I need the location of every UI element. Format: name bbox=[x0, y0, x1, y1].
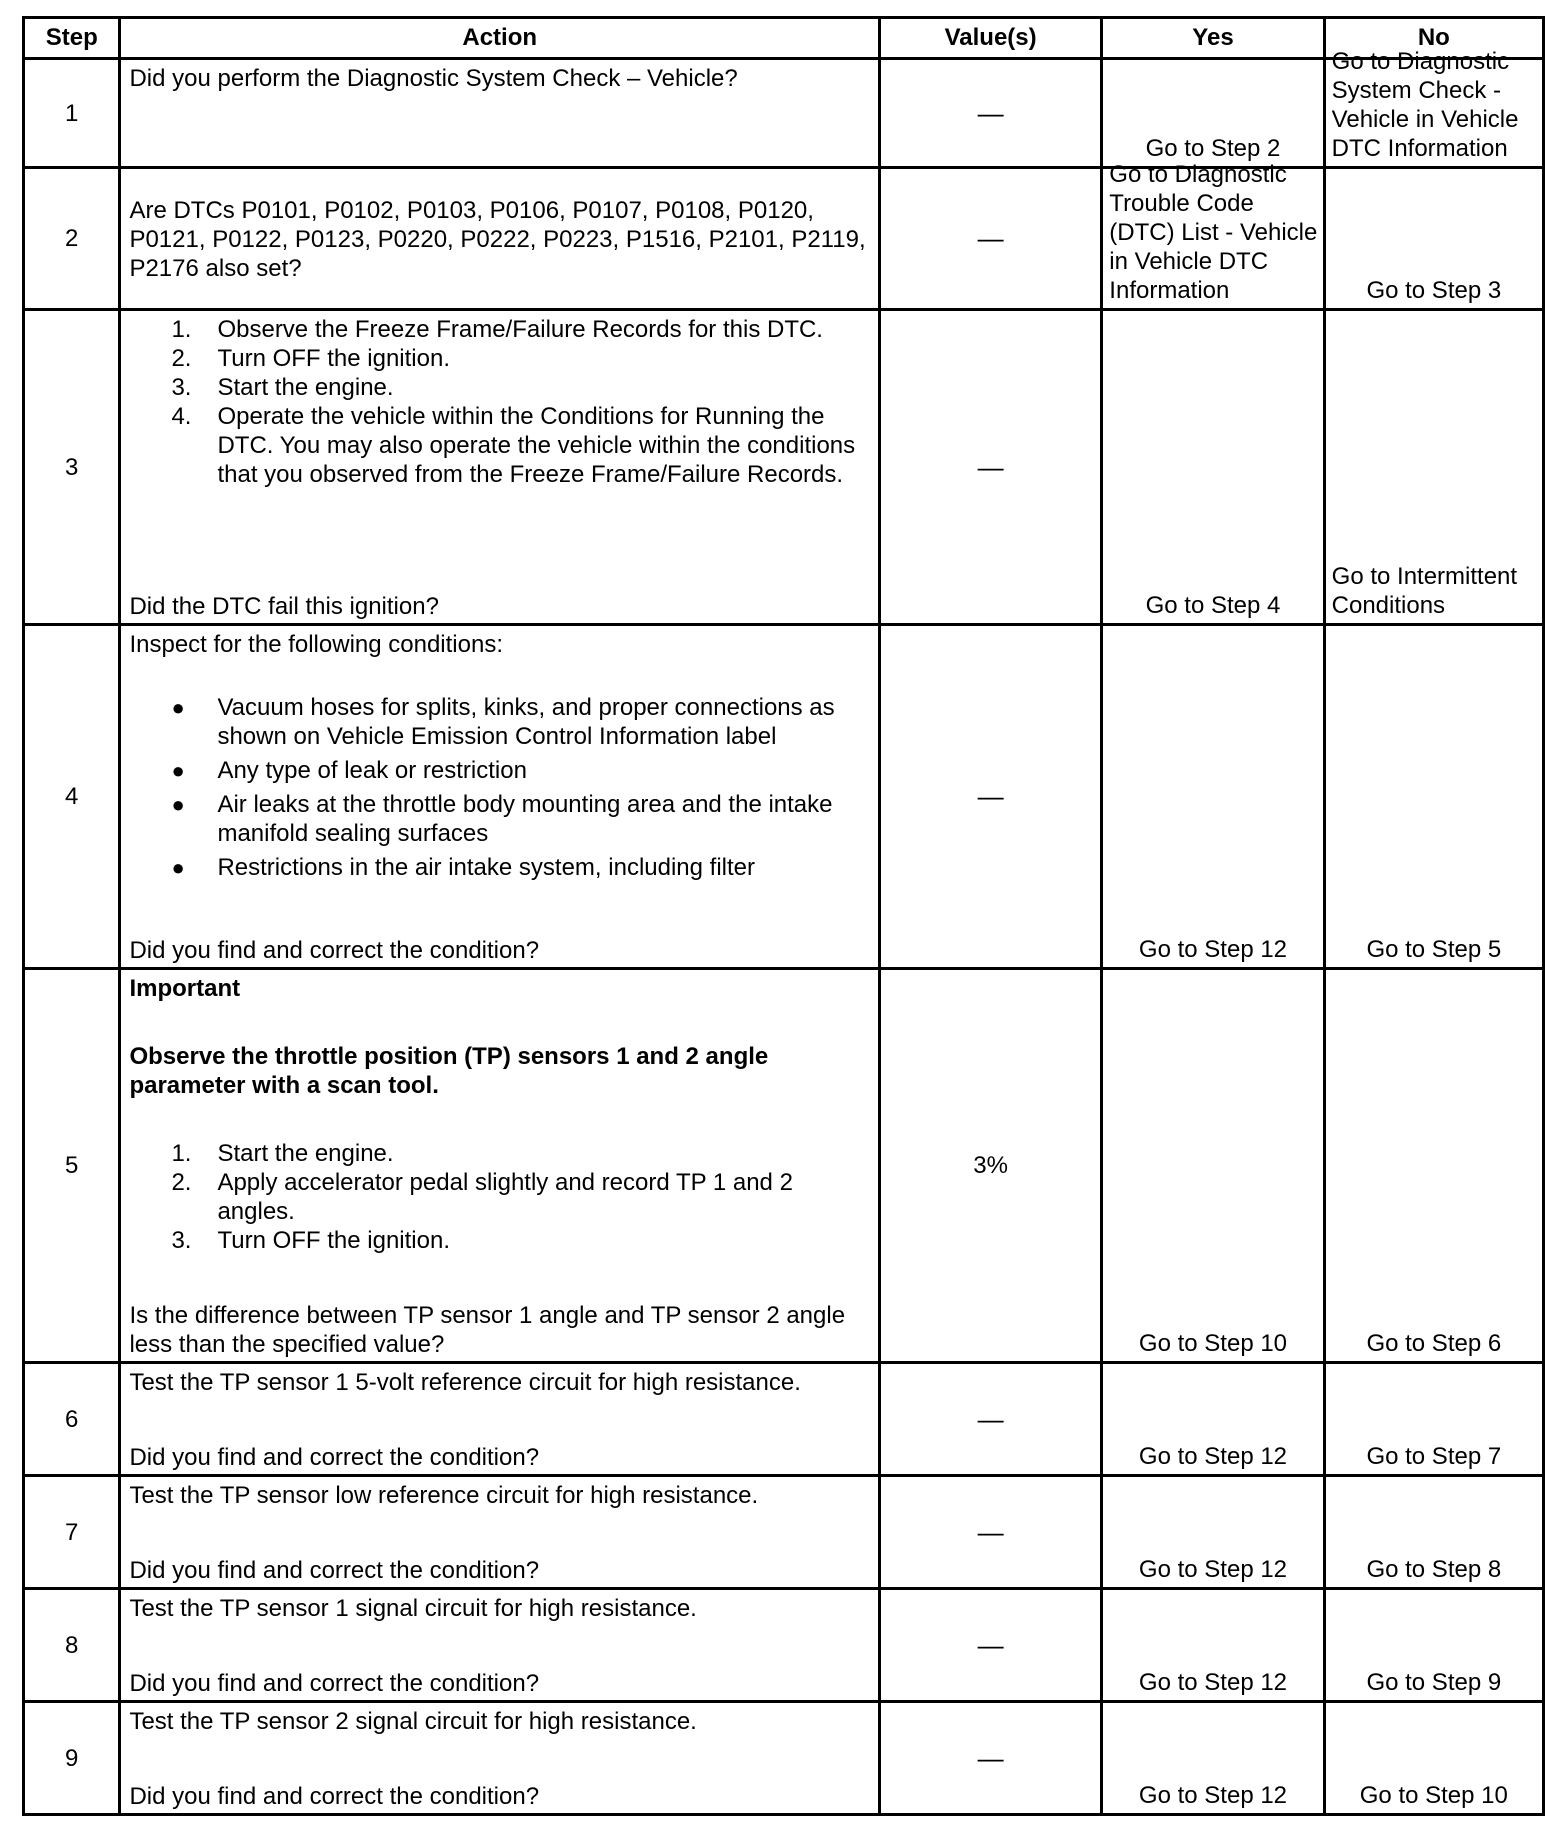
step-number: 5 bbox=[24, 969, 120, 1363]
diagnostic-table bbox=[22, 16, 1545, 1816]
yes-cell bbox=[1102, 1363, 1324, 1476]
step-number: 7 bbox=[24, 1476, 120, 1589]
question-text: Is the difference between TP sensor 1 angle and TP sensor 2 angle less than the specified value? bbox=[129, 1302, 846, 1358]
no-result: Go to Step 5 bbox=[1366, 936, 1502, 963]
action-cell bbox=[120, 1589, 879, 1702]
action-cell bbox=[120, 310, 879, 625]
table-row bbox=[24, 59, 1544, 168]
value-cell: — bbox=[879, 625, 1101, 969]
table-row bbox=[24, 625, 1544, 969]
bullet-icon: ● bbox=[171, 695, 185, 720]
list-item: ● Air leaks at the throttle body mounting area and the intake manifold sealing surfaces bbox=[129, 790, 869, 848]
header-row bbox=[24, 18, 1544, 59]
value-cell: — bbox=[879, 1702, 1101, 1815]
no-result: Go to Step 3 bbox=[1366, 277, 1502, 304]
action-text: Test the TP sensor 1 5-volt reference circuit for high resistance. bbox=[129, 1369, 801, 1396]
action-cell bbox=[120, 1476, 879, 1589]
list-item: 2. Turn OFF the ignition. bbox=[171, 345, 450, 372]
bullet-icon: ● bbox=[171, 855, 185, 880]
no-result: Go to Step 9 bbox=[1366, 1669, 1502, 1696]
no-cell bbox=[1324, 625, 1543, 969]
table-row bbox=[24, 1702, 1544, 1815]
value-cell: — bbox=[879, 59, 1101, 168]
table-row bbox=[24, 168, 1544, 310]
no-cell bbox=[1324, 1702, 1543, 1815]
numbered-steps bbox=[129, 315, 869, 489]
question-text: Did you find and correct the condition? bbox=[129, 1670, 540, 1697]
yes-result: Go to Step 4 bbox=[1145, 592, 1281, 619]
value-cell: 3% bbox=[879, 969, 1101, 1363]
table-row bbox=[24, 1476, 1544, 1589]
yes-result: Go to Step 2 bbox=[1145, 135, 1281, 162]
no-result: Go to Step 7 bbox=[1366, 1443, 1502, 1470]
question-text: Did you find and correct the condition? bbox=[129, 1557, 540, 1584]
yes-result: Go to Step 12 bbox=[1138, 1782, 1288, 1809]
action-text: Test the TP sensor 1 signal circuit for high resistance. bbox=[129, 1595, 697, 1622]
yes-result: Go to Step 12 bbox=[1138, 1556, 1288, 1583]
action-text: Test the TP sensor 2 signal circuit for high resistance. bbox=[129, 1708, 697, 1735]
yes-cell bbox=[1102, 161, 1324, 310]
no-cell bbox=[1324, 310, 1543, 625]
list-item: 1. Observe the Freeze Frame/Failure Records for this DTC. bbox=[171, 316, 823, 343]
bullet-icon: ● bbox=[171, 758, 185, 783]
action-text: Test the TP sensor low reference circuit for high resistance. bbox=[129, 1482, 759, 1509]
yes-result: Go to Step 12 bbox=[1138, 1443, 1288, 1470]
yes-cell bbox=[1102, 969, 1324, 1363]
important-text: Observe the throttle position (TP) sensors 1 and 2 angle parameter with a scan tool. bbox=[129, 1043, 769, 1099]
action-cell bbox=[120, 969, 879, 1363]
step-number: 9 bbox=[24, 1702, 120, 1815]
list-item: 3. Turn OFF the ignition. bbox=[171, 1227, 450, 1254]
bullet-icon: ● bbox=[171, 792, 185, 817]
list-item: 3. Start the engine. bbox=[171, 374, 394, 401]
table-row bbox=[24, 1363, 1544, 1476]
table-row bbox=[24, 1589, 1544, 1702]
list-item: ● Vacuum hoses for splits, kinks, and proper connections as shown on Vehicle Emission Control Information label bbox=[129, 693, 869, 751]
list-item: 2. Apply accelerator pedal slightly and record TP 1 and 2 angles. bbox=[171, 1169, 793, 1225]
action-cell bbox=[120, 59, 879, 168]
yes-result: Go to Step 12 bbox=[1138, 936, 1288, 963]
yes-cell bbox=[1102, 1702, 1324, 1815]
value-cell: — bbox=[879, 310, 1101, 625]
header-action: Action bbox=[120, 18, 879, 59]
value-cell: — bbox=[879, 1476, 1101, 1589]
yes-result: Go to Step 12 bbox=[1138, 1669, 1288, 1696]
action-text: Are DTCs P0101, P0102, P0103, P0106, P0107, P0108, P0120, P0121, P0122, P0123, P0220, P0222, P0223, P1516, P2101, P2119, P2176 also set? bbox=[129, 197, 866, 282]
no-cell bbox=[1324, 1476, 1543, 1589]
header-no: No bbox=[1324, 18, 1543, 59]
numbered-steps bbox=[129, 1139, 869, 1255]
step-number: 3 bbox=[24, 310, 120, 625]
action-cell bbox=[120, 168, 879, 310]
yes-cell bbox=[1102, 1589, 1324, 1702]
list-item: 4. Operate the vehicle within the Conditions for Running the DTC. You may also operate the vehicle within the conditions that you observed from the Freeze Frame/Failure Records. bbox=[171, 403, 856, 488]
step-number: 1 bbox=[24, 59, 120, 168]
action-cell bbox=[120, 1363, 879, 1476]
no-result: Go to Diagnostic System Check - Vehicle in Vehicle DTC Information bbox=[1331, 48, 1519, 162]
header-values: Value(s) bbox=[879, 18, 1101, 59]
no-result: Go to Step 6 bbox=[1366, 1330, 1502, 1357]
list-item: ● Restrictions in the air intake system, including filter bbox=[129, 853, 869, 882]
yes-result: Go to Diagnostic Trouble Code (DTC) List - Vehicle in Vehicle DTC Information bbox=[1109, 161, 1318, 304]
value-cell: — bbox=[879, 1589, 1101, 1702]
question-text: Did the DTC fail this ignition? bbox=[129, 593, 439, 620]
action-cell bbox=[120, 1702, 879, 1815]
intro-text: Inspect for the following conditions: bbox=[129, 631, 503, 658]
no-result: Go to Step 8 bbox=[1366, 1556, 1502, 1583]
list-item: 1. Start the engine. bbox=[171, 1140, 394, 1167]
question-text: Did you find and correct the condition? bbox=[129, 1783, 540, 1810]
step-number: 8 bbox=[24, 1589, 120, 1702]
yes-cell bbox=[1102, 310, 1324, 625]
step-number: 4 bbox=[24, 625, 120, 969]
no-cell bbox=[1324, 1363, 1543, 1476]
important-label: Important bbox=[129, 975, 241, 1002]
no-cell bbox=[1324, 1589, 1543, 1702]
yes-cell bbox=[1102, 1476, 1324, 1589]
question-text: Did you find and correct the condition? bbox=[129, 1444, 540, 1471]
action-cell bbox=[120, 625, 879, 969]
step-number: 6 bbox=[24, 1363, 120, 1476]
value-cell: — bbox=[879, 1363, 1101, 1476]
bullet-list bbox=[129, 693, 869, 887]
question-text: Did you find and correct the condition? bbox=[129, 937, 540, 964]
yes-result: Go to Step 10 bbox=[1138, 1330, 1288, 1357]
yes-cell bbox=[1102, 59, 1324, 168]
header-step: Step bbox=[24, 18, 120, 59]
no-cell bbox=[1324, 969, 1543, 1363]
no-cell bbox=[1324, 168, 1543, 310]
step-number: 2 bbox=[24, 168, 120, 310]
no-result: Go to Step 10 bbox=[1359, 1782, 1508, 1809]
action-text: Did you perform the Diagnostic System Check – Vehicle? bbox=[129, 65, 738, 92]
no-result: Go to Intermittent Conditions bbox=[1331, 563, 1518, 619]
header-yes: Yes bbox=[1102, 18, 1324, 59]
list-item: ● Any type of leak or restriction bbox=[129, 756, 869, 785]
value-cell: — bbox=[879, 168, 1101, 310]
table-row bbox=[24, 310, 1544, 625]
no-cell bbox=[1324, 48, 1543, 168]
table-row bbox=[24, 969, 1544, 1363]
yes-cell bbox=[1102, 625, 1324, 969]
